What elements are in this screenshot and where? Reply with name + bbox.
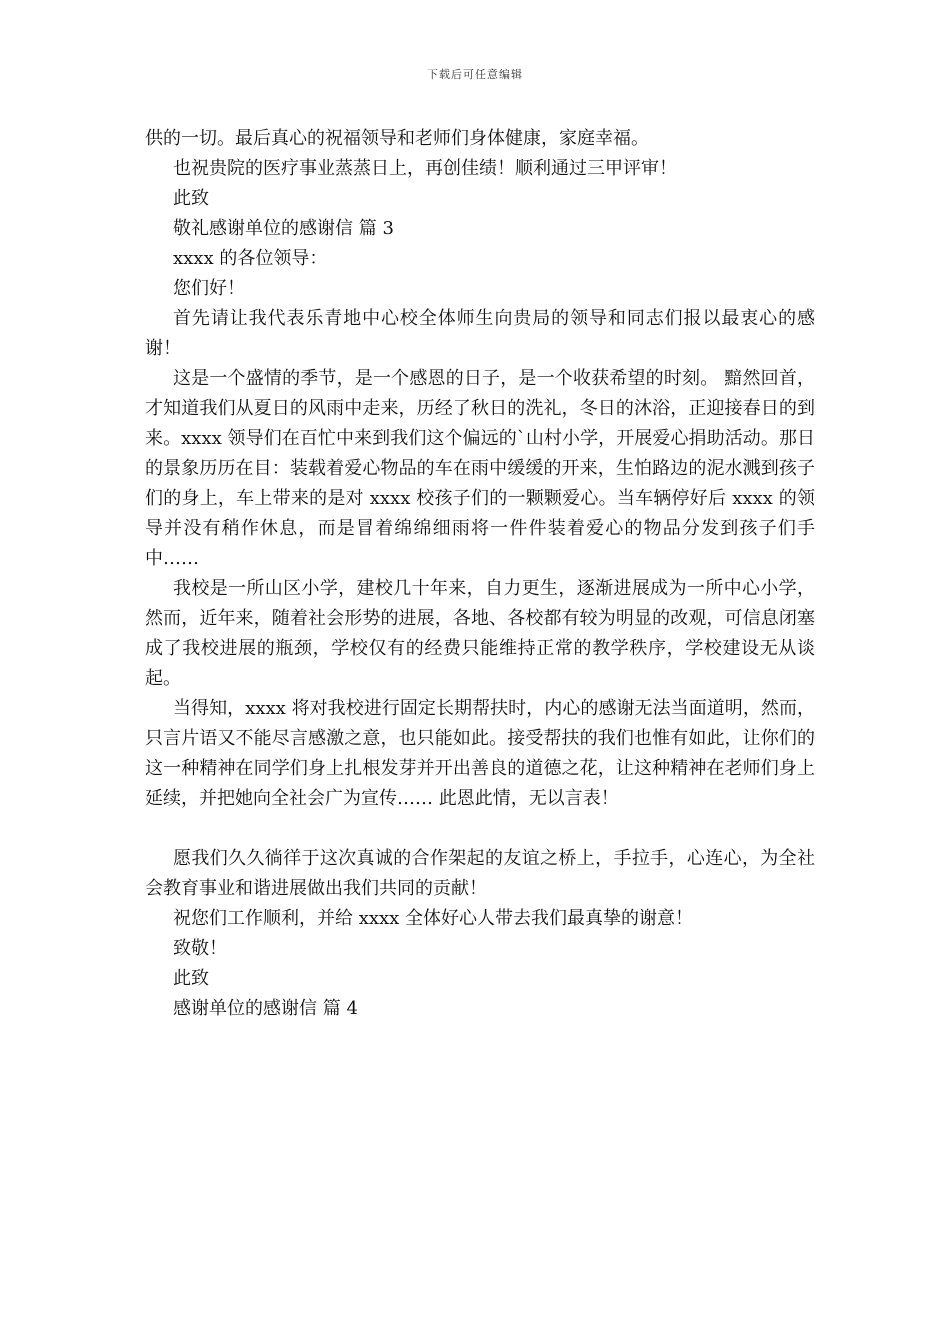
text-line: 祝您们工作顺利，并给 xxxx 全体好心人带去我们最真挚的谢意！ [173, 908, 694, 929]
closing-line: 致敬！ [173, 938, 227, 959]
greeting: 您们好！ [173, 278, 245, 299]
section-title: 感谢单位的感谢信 篇 4 [173, 998, 358, 1019]
paragraph: 愿我们久久徜徉于这次真诚的合作架起的友谊之桥上，手拉手，心连心，为全社会教育事业和谐进展做出我们共同的贡献！ [145, 848, 815, 899]
section-title: 敬礼感谢单位的感谢信 篇 3 [173, 218, 394, 239]
paragraph: 当得知，xxxx 将对我校进行固定长期帮扶时，内心的感谢无法当面道明，然而，只言片语又不能尽言感激之意，也只能如此。接受帮扶的我们也惟有如此，让你们的这一种精神在同学们身上扎根发芽并开出善良的道德之花，让这种精神在老师们身上延续，并把她向全社会广为宣传…… 此恩此情，无以言表！ [145, 698, 815, 809]
paragraph: 我校是一所山区小学，建校几十年来，自力更生，逐渐进展成为一所中心小学，然而，近年来，随着社会形势的进展，各地、各校都有较为明显的改观，可信息闭塞成了我校进展的瓶颈，学校仅有的经费只能维持正常的教学秩序，学校建设无从谈起。 [145, 578, 815, 689]
salutation: xxxx 的各位领导： [173, 248, 328, 269]
paragraph: 首先请让我代表乐青地中心校全体师生向贵局的领导和同志们报以最衷心的感谢！ [145, 308, 815, 359]
document-body [145, 124, 815, 1024]
text-line: 也祝贵院的医疗事业蒸蒸日上，再创佳绩！顺利通过三甲评审！ [173, 158, 677, 179]
text-line: 供的一切。最后真心的祝福领导和老师们身体健康，家庭幸福。 [145, 128, 649, 149]
closing-line: 此致 [173, 968, 209, 989]
closing-line: 此致 [173, 188, 209, 209]
page-header: 下载后可任意编辑 [427, 68, 523, 81]
paragraph: 这是一个盛情的季节，是一个感恩的日子，是一个收获希望的时刻。 黯然回首，才知道我们从夏日的风雨中走来，历经了秋日的洗礼，冬日的沐浴，正迎接春日的到来。xxxx 领导们在百忙中来到我们这个偏远的`山村小学，开展爱心捐助活动。那日的景象历历在目：装载着爱心物品的车在雨中缓缓的开来，生怕路边的泥水溅到孩子们的身上，车上带来的是对 xxxx 校孩子们的一颗颗爱心。当车辆停好后 xxxx 的领导并没有稍作休息，而是冒着绵绵细雨将一件件装着爱心的物品分发到孩子们手中…… [145, 368, 815, 569]
